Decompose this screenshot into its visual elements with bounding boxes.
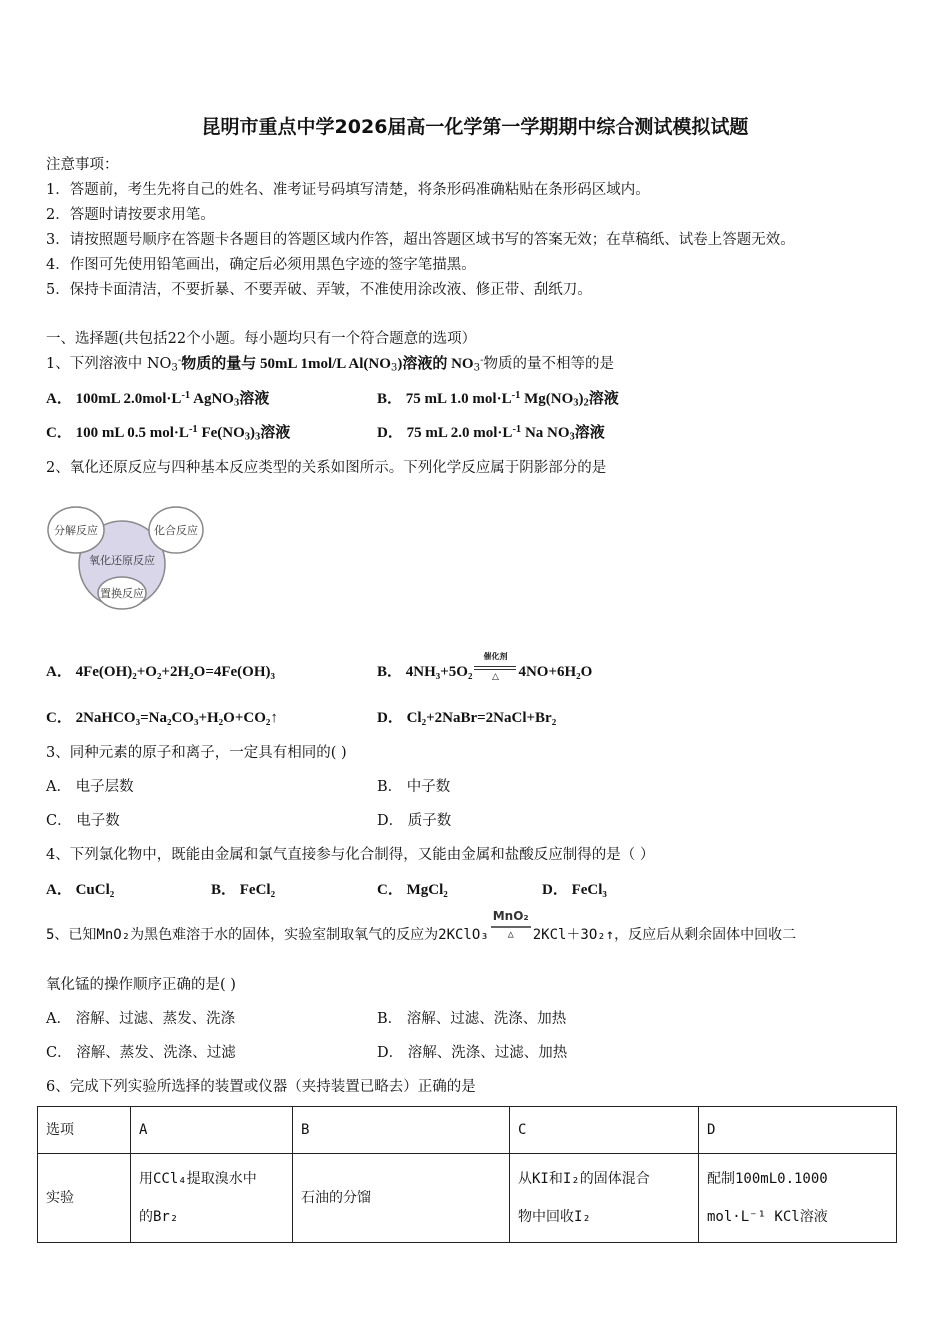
question-4-option-c[interactable]: C． MgCl₂ [377, 882, 448, 898]
question-1-option-c[interactable]: C． 100 mL 0.5 $mol\cdot L^{-1}$ $Fe(NO_3)_3$溶液 [46, 423, 291, 443]
page-title: 昆明市重点中学2026届高一化学第一学期期中综合测试模拟试题 [201, 116, 749, 138]
table-cell: 用CCl₄提取溴水中 的Br₂ [131, 1154, 293, 1243]
table-cell: 配制100mL0.1000 mol·L⁻¹ KCl溶液 [699, 1154, 897, 1243]
table-cell: D [699, 1107, 897, 1154]
question-1-stem: 1、下列溶液中 $NO_3^-$物质的量与 50mL 1mol/L $Al(NO_3)$溶液的 $NO_3^-$物质的量不相等的是 [46, 354, 614, 374]
experiment-table [37, 1106, 897, 1243]
table-cell: A [131, 1107, 293, 1154]
question-3-option-d[interactable]: D． 质子数 [377, 813, 452, 829]
question-3-option-b[interactable]: B． 中子数 [377, 779, 451, 795]
question-6-stem: 6、完成下列实验所选择的装置或仪器（夹持装置已略去）正确的是 [46, 1079, 476, 1095]
question-2-option-a[interactable]: A． 4Fe(OH)₂+O₂+2H₂O=4Fe(OH)₃ [46, 664, 276, 680]
question-4-stem: 4、下列氯化物中，既能由金属和氯气直接参与化合制得，又能由金属和盐酸反应制得的是（ ） [46, 847, 655, 863]
question-1-option-a[interactable]: A． 100mL $2.0mol\cdot L^{-1}$ AgNO$_3$溶液 [46, 389, 270, 409]
question-3-option-a[interactable]: A． 电子层数 [46, 779, 134, 795]
question-4-option-b[interactable]: B． FeCl₂ [211, 882, 276, 898]
question-1-option-d[interactable]: D． 75 mL 2.0 $mol\cdot L^{-1}$ Na $NO_3$溶液 [377, 423, 605, 443]
notice-heading: 注意事项： [46, 157, 119, 173]
notice-item: 4．作图可先使用铅笔画出，确定后必须用黑色字迹的签字笔描黑。 [46, 257, 476, 273]
question-4-option-d[interactable]: D． FeCl₃ [542, 882, 607, 898]
section-heading: 一、选择题(共包括22个小题。每小题均只有一个符合题意的选项） [46, 331, 477, 347]
question-5-stem-cont: 氧化锰的操作顺序正确的是( ) [46, 977, 236, 993]
question-5-option-d[interactable]: D． 溶解、洗涤、过滤、加热 [377, 1045, 568, 1061]
decomposition-label: 分解反应 [54, 524, 98, 537]
notice-item: 2．答题时请按要求用笔。 [46, 207, 215, 223]
question-2-option-c[interactable]: C． 2NaHCO₃=Na₂CO₃+H₂O+CO₂↑ [46, 710, 278, 726]
table-cell: 从KI和I₂的固体混合 物中回收I₂ [510, 1154, 699, 1243]
replacement-label: 置换反应 [100, 587, 144, 600]
table-cell: 实验 [38, 1154, 131, 1243]
combination-label: 化合反应 [154, 524, 198, 537]
table-cell: C [510, 1107, 699, 1154]
redox-label: 氧化还原反应 [89, 554, 155, 567]
reaction-type-diagram [44, 498, 206, 618]
table-cell: B [293, 1107, 510, 1154]
table-row [38, 1154, 897, 1243]
question-3-option-c[interactable]: C． 电子数 [46, 813, 120, 829]
question-5-option-a[interactable]: A． 溶解、过滤、蒸发、洗涤 [46, 1011, 236, 1027]
catalyst-arrow: MnO₂ △ [489, 923, 533, 947]
question-2-option-b[interactable]: B． 4NH₃+5O₂ 催化剂 △ 4NO+6H₂O [377, 660, 592, 685]
question-5-stem: 5、已知MnO₂为黑色难溶于水的固体，实验室制取氧气的反应为2KClO₃ MnO₂ △ 2KCl＋3O₂↑，反应后从剩余固体中回收二 [46, 923, 796, 947]
notice-item: 1．答题前，考生先将自己的姓名、准考证号码填写清楚，将条形码准确粘贴在条形码区域内。 [46, 182, 650, 198]
notice-item: 5．保持卡面清洁，不要折暴、不要弄破、弄皱，不准使用涂改液、修正带、刮纸刀。 [46, 282, 592, 298]
question-2-stem: 2、氧化还原反应与四种基本反应类型的关系如图所示。下列化学反应属于阴影部分的是 [46, 460, 607, 476]
question-5-option-b[interactable]: B． 溶解、过滤、洗涤、加热 [377, 1011, 567, 1027]
question-5-option-c[interactable]: C． 溶解、蒸发、洗涤、过滤 [46, 1045, 236, 1061]
table-cell: 石油的分馏 [293, 1154, 510, 1243]
table-header-row [38, 1107, 897, 1154]
table-cell: 选项 [38, 1107, 131, 1154]
question-4-option-a[interactable]: A． CuCl₂ [46, 882, 115, 898]
notice-item: 3．请按照题号顺序在答题卡各题目的答题区域内作答，超出答题区域书写的答案无效；在草稿纸、试卷上答题无效。 [46, 232, 795, 248]
catalyst-arrow: 催化剂 △ [472, 661, 518, 685]
question-3-stem: 3、同种元素的原子和离子，一定具有相同的( ) [46, 745, 347, 761]
question-1-option-b[interactable]: B． 75 mL 1.0 $mol\cdot L^{-1}$ $Mg(NO_3)_2$溶液 [377, 389, 619, 409]
question-2-option-d[interactable]: D． Cl₂+2NaBr=2NaCl+Br₂ [377, 710, 557, 726]
